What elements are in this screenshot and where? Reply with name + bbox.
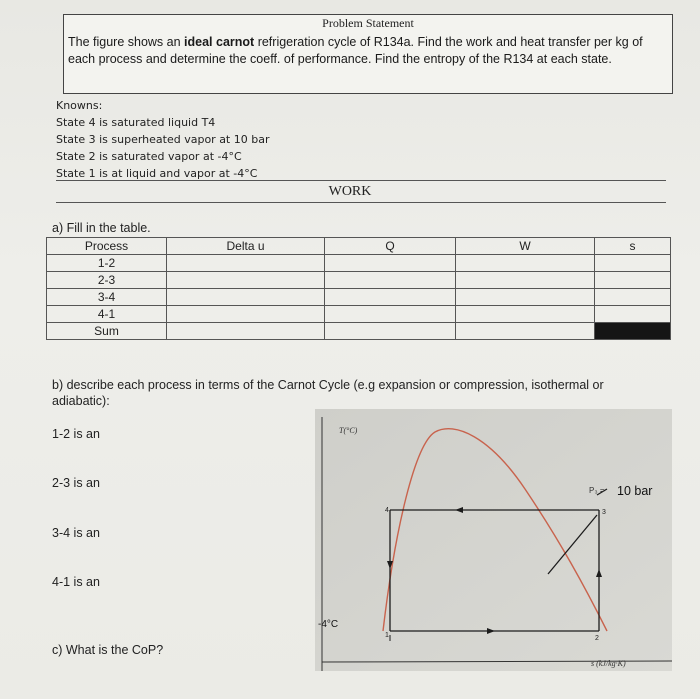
delta-u-cell[interactable] (167, 306, 325, 323)
delta-u-cell[interactable] (167, 272, 325, 289)
table-row (47, 289, 671, 306)
known-item: State 2 is saturated vapor at -4°C (56, 150, 242, 163)
known-item: State 4 is saturated liquid T4 (56, 116, 216, 129)
problem-text (68, 34, 668, 67)
part-b-prompt: b) describe each process in terms of the Carnot Cycle (e.g expansion or compression, isothermal or adiabatic): (52, 378, 604, 408)
table-row (47, 272, 671, 289)
process-cell: Sum (47, 323, 167, 340)
w-cell[interactable] (456, 289, 595, 306)
ts-diagram-svg (315, 409, 672, 671)
w-cell[interactable] (456, 255, 595, 272)
problem-text-part1: The figure shows an (68, 35, 185, 49)
divider-line (56, 180, 666, 181)
q-cell[interactable] (325, 306, 456, 323)
table-row (47, 323, 671, 340)
w-cell[interactable] (456, 306, 595, 323)
w-cell[interactable] (456, 323, 595, 340)
state-2-label: 2 (595, 635, 599, 642)
known-item: State 1 is at liquid and vapor at -4°C (56, 167, 258, 180)
header-s: s (595, 238, 671, 255)
process-cell: 1-2 (47, 255, 167, 272)
header-delta-u: Delta u (167, 238, 325, 255)
state-3-label: 3 (602, 509, 606, 516)
part-c-prompt: c) What is the CoP? (52, 643, 164, 657)
x-axis-label: s (kJ/kg·K) (591, 659, 626, 668)
header-process: Process (47, 238, 167, 255)
state-1-label: 1 (385, 632, 389, 639)
work-title: WORK (328, 184, 372, 199)
problem-text-bold: ideal carnot (184, 35, 255, 49)
table-header-row (47, 238, 671, 255)
blank-4-1: 4-1 is an (52, 575, 100, 589)
state-4-label: 4 (385, 507, 389, 514)
ts-diagram (315, 409, 672, 671)
s-cell[interactable] (595, 272, 671, 289)
q-cell[interactable] (325, 323, 456, 340)
q-cell[interactable] (325, 272, 456, 289)
diagram-background (315, 409, 672, 671)
delta-u-cell[interactable] (167, 323, 325, 340)
header-w: W (456, 238, 595, 255)
s-cell[interactable] (595, 306, 671, 323)
problem-statement-box (63, 14, 673, 94)
s-sum-cell-blacked (595, 323, 671, 340)
process-cell: 4-1 (47, 306, 167, 323)
blank-1-2: 1-2 is an (52, 427, 100, 441)
known-item: State 3 is superheated vapor at 10 bar (56, 133, 270, 146)
table-row (47, 255, 671, 272)
y-axis-label: T(°C) (339, 426, 358, 435)
knowns-section (56, 97, 270, 182)
header-q: Q (325, 238, 456, 255)
divider-line (56, 202, 666, 203)
problem-text-part2: refrigeration cycle of R134a. Find the work and heat transfer per kg of each process and determine the coeff. of performance. Find the entropy of the R134 at each state. (68, 35, 643, 66)
delta-u-cell[interactable] (167, 289, 325, 306)
process-cell: 3-4 (47, 289, 167, 306)
part-a-label: a) Fill in the table. (52, 221, 151, 235)
w-cell[interactable] (456, 272, 595, 289)
pressure-value: 10 bar (617, 484, 653, 498)
low-temp-label: -4°C (318, 619, 339, 630)
blank-2-3: 2-3 is an (52, 476, 100, 490)
delta-u-cell[interactable] (167, 255, 325, 272)
process-cell: 2-3 (47, 272, 167, 289)
pressure-label: P₃ = (589, 486, 605, 495)
knowns-title: Knowns: (56, 99, 103, 112)
process-table (46, 237, 671, 340)
q-cell[interactable] (325, 289, 456, 306)
table-row (47, 306, 671, 323)
q-cell[interactable] (325, 255, 456, 272)
problem-heading: Problem Statement (322, 16, 414, 30)
s-cell[interactable] (595, 289, 671, 306)
blank-3-4: 3-4 is an (52, 526, 100, 540)
s-cell[interactable] (595, 255, 671, 272)
